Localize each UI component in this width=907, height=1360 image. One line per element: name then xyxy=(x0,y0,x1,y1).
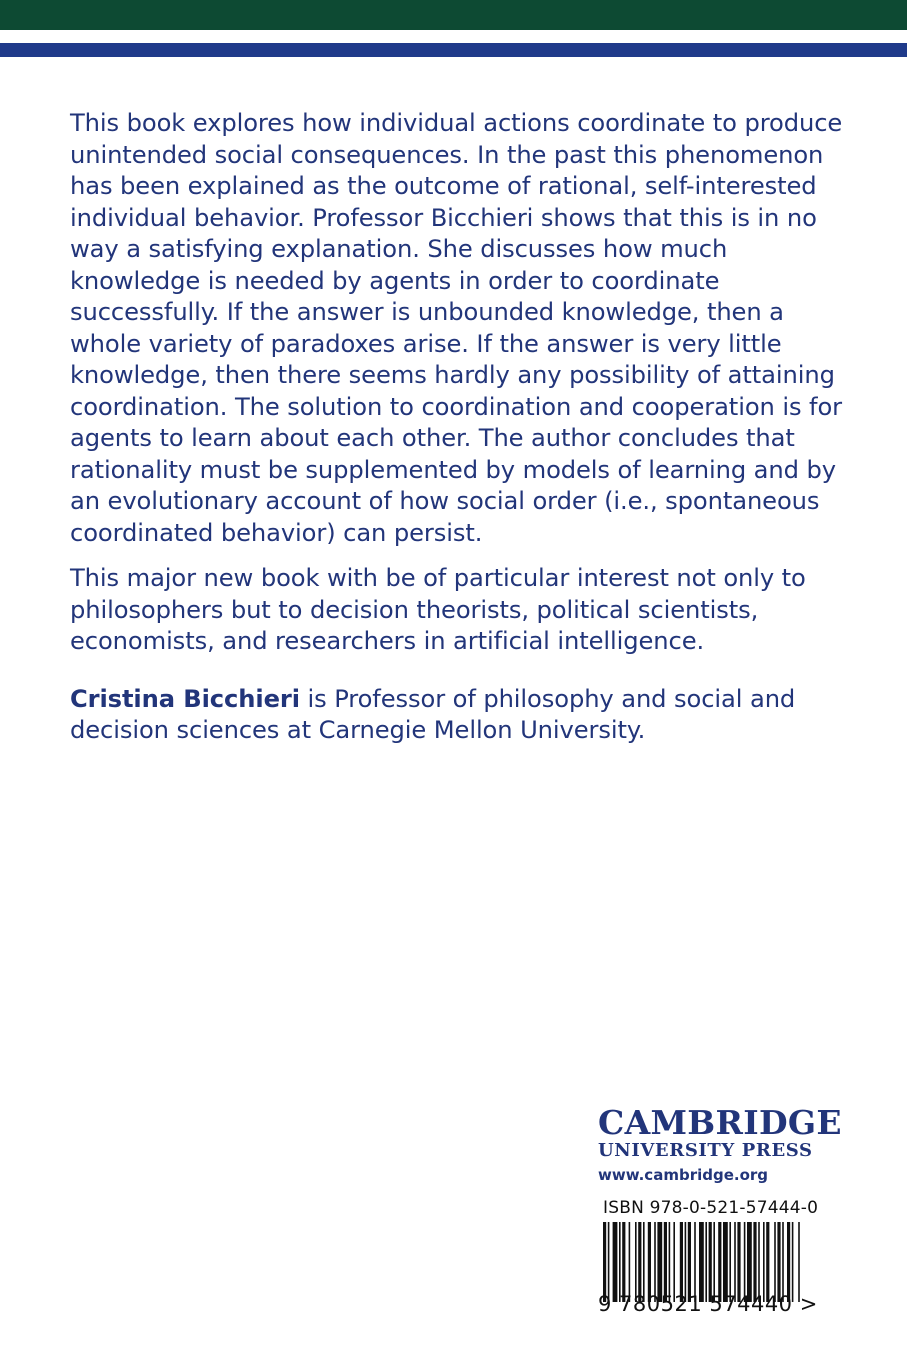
barcode-bar xyxy=(603,1222,606,1302)
barcode-bar xyxy=(648,1222,651,1302)
barcode-bar xyxy=(694,1222,696,1302)
barcode-bar xyxy=(729,1222,731,1302)
barcode-bar xyxy=(774,1222,776,1302)
publisher-url: www.cambridge.org xyxy=(598,1166,769,1184)
barcode-bar xyxy=(680,1222,683,1302)
barcode-bar xyxy=(718,1222,721,1302)
barcode-bar xyxy=(629,1222,631,1302)
description-paragraph: This book explores how individual actions coordinate to produce unintended social consequences. In the past this phenomenon has been explained as the outcome of rational, self-interested individual behavior. Professor Bicchieri shows that this is in no way a satisfying explanation. She discusses how much knowledge is needed by agents in order to coordinate successfully. If the answer is unbounded knowledge, then a whole variety of paradoxes arise. If the answer is very little knowledge, then there seems hardly any possibility of attaining coordination. The solution to coordination and cooperation is for agents to learn about each other. The author concludes that rationality must be supplemented by models of learning and by an evolutionary account of how social order (i.e., spontaneous coordinated behavior) can persist. xyxy=(70,109,843,547)
barcode-bar xyxy=(643,1222,645,1302)
barcode-bar xyxy=(766,1222,769,1302)
barcode-bar xyxy=(705,1222,707,1302)
barcode-bar xyxy=(669,1222,671,1302)
barcode-bar xyxy=(709,1222,712,1302)
barcode-bar xyxy=(734,1222,736,1302)
author-bio-paragraph xyxy=(70,684,850,747)
barcode-bar xyxy=(635,1222,637,1302)
barcode xyxy=(603,1222,803,1302)
barcode-bar xyxy=(753,1222,756,1302)
isbn-label: ISBN 978-0-521-57444-0 xyxy=(603,1198,819,1218)
back-cover-blurb xyxy=(70,108,850,761)
barcode-bar xyxy=(619,1222,621,1302)
barcode-bar xyxy=(747,1222,752,1302)
barcode-bar xyxy=(713,1222,715,1302)
barcode-bar xyxy=(699,1222,704,1302)
top-blue-rule xyxy=(0,43,907,57)
barcode-bar xyxy=(798,1222,800,1302)
barcode-bar xyxy=(758,1222,760,1302)
top-color-band xyxy=(0,0,907,30)
barcode-bar xyxy=(777,1222,780,1302)
barcode-bar xyxy=(737,1222,740,1302)
author-name: Cristina Bicchieri xyxy=(70,684,300,713)
barcode-bar xyxy=(673,1222,675,1302)
barcode-bar xyxy=(657,1222,662,1302)
barcode-bar xyxy=(638,1222,641,1302)
publisher-name: CAMBRIDGE xyxy=(598,1103,842,1142)
publisher-block xyxy=(598,1103,842,1188)
barcode-bar xyxy=(792,1222,794,1302)
barcode-bar xyxy=(664,1222,667,1302)
barcode-bar xyxy=(654,1222,656,1302)
barcode-bar xyxy=(744,1222,746,1302)
barcode-bar xyxy=(688,1222,691,1302)
barcode-bar xyxy=(723,1222,728,1302)
barcode-bar xyxy=(608,1222,610,1302)
barcode-bar xyxy=(787,1222,790,1302)
barcode-bar xyxy=(622,1222,625,1302)
barcode-bar xyxy=(685,1222,687,1302)
author-bio-text: is Professor of philosophy and social and decision sciences at Carnegie Mellon University. xyxy=(70,684,796,744)
barcode-digits: 9 780521 574440 > xyxy=(598,1292,818,1316)
barcode-bar xyxy=(613,1222,618,1302)
audience-paragraph: This major new book with be of particular interest not only to philosophers but to decision theorists, political scientists, economists, and researchers in artificial intelligence. xyxy=(70,564,806,655)
barcode-bar xyxy=(782,1222,784,1302)
publisher-subtitle: UNIVERSITY PRESS xyxy=(598,1140,813,1161)
barcode-bar xyxy=(763,1222,765,1302)
